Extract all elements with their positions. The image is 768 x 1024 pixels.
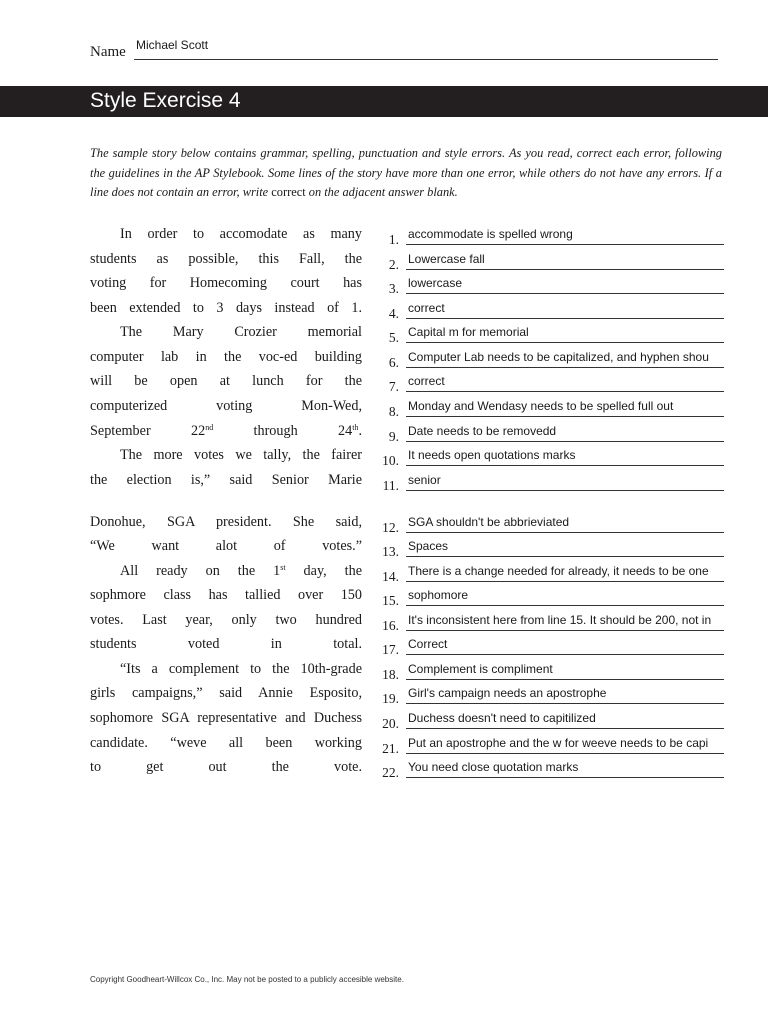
story-text: . (358, 423, 362, 439)
answer-underline (406, 654, 724, 655)
story-line (90, 271, 362, 295)
answer-field[interactable]: Lowercase fall (408, 252, 485, 266)
story-line (90, 345, 362, 369)
answer-underline (406, 318, 724, 319)
answer-number: 11. (382, 478, 399, 493)
answer-field[interactable]: It needs open quotations marks (408, 448, 576, 462)
ordinal-suffix: th (352, 423, 359, 432)
answer-row (370, 635, 724, 659)
story-text: September 22 (90, 423, 206, 439)
story-text: “Its a complement to the 10th-grade (120, 661, 362, 677)
story-line (90, 247, 362, 271)
answer-number: 21. (382, 741, 399, 756)
answer-number: 6. (388, 355, 399, 370)
answer-underline (406, 605, 724, 606)
story-text: The Mary Crozier memorial (120, 324, 362, 340)
answer-underline (406, 441, 724, 442)
answer-row (370, 299, 724, 323)
answer-row (370, 660, 724, 684)
story-line (90, 419, 362, 443)
story-line (90, 510, 362, 534)
story-text: candidate. “weve all been working (90, 735, 362, 751)
answer-number: 3. (388, 281, 399, 296)
story-line (90, 296, 362, 320)
answer-row (370, 611, 724, 635)
story-line (90, 369, 362, 393)
answer-number: 14. (382, 569, 399, 584)
answer-row (370, 471, 724, 495)
answer-row (370, 586, 724, 610)
answer-number: 17. (382, 642, 399, 657)
story-line (90, 632, 362, 656)
story-text: sophomore SGA representative and Duchess (90, 710, 362, 726)
answer-number: 20. (382, 716, 399, 731)
answer-field[interactable]: Complement is compliment (408, 662, 553, 676)
answer-row (370, 250, 724, 274)
answer-field[interactable]: You need close quotation marks (408, 760, 579, 774)
answer-underline (406, 556, 724, 557)
answer-underline (406, 244, 724, 245)
story-text: computerized voting Mon-Wed, (90, 398, 362, 414)
answer-field[interactable]: correct (408, 301, 445, 315)
answer-row (370, 323, 724, 347)
story-text: votes. Last year, only two hundred (90, 612, 362, 628)
answer-number: 22. (382, 765, 399, 780)
answer-underline (406, 728, 724, 729)
answer-underline (406, 630, 724, 631)
answer-underline (406, 465, 724, 466)
story-text: to get out the vote. (90, 759, 362, 775)
answer-row (370, 709, 724, 733)
instructions-correct-word: correct (271, 185, 306, 199)
answer-row (370, 537, 724, 561)
answer-field[interactable]: Computer Lab needs to be capitalized, and hyphen shou (408, 350, 709, 364)
answer-number: 10. (382, 453, 399, 468)
answer-underline (406, 679, 724, 680)
answer-row (370, 734, 724, 758)
story-line (90, 755, 362, 779)
story-line (90, 706, 362, 730)
answer-field[interactable]: accommodate is spelled wrong (408, 227, 573, 241)
answer-underline (406, 703, 724, 704)
answer-field[interactable]: Girl's campaign needs an apostrophe (408, 686, 607, 700)
answer-field[interactable]: Correct (408, 637, 448, 651)
answer-field[interactable]: Put an apostrophe and the w for weeve needs to be capi (408, 736, 709, 750)
answer-number: 4. (388, 306, 399, 321)
name-field[interactable]: Michael Scott (136, 38, 209, 52)
answer-row (370, 562, 724, 586)
story-text: been extended to 3 days instead of 1. (90, 300, 362, 316)
story-text: “We want alot of votes.” (90, 538, 362, 554)
name-row (90, 38, 718, 64)
story-line (90, 657, 362, 681)
answer-field[interactable]: Monday and Wendasy needs to be spelled full out (408, 399, 674, 413)
story-line (90, 320, 362, 344)
name-underline (134, 59, 718, 60)
story-text: voting for Homecoming court has (90, 275, 362, 291)
story-line (90, 394, 362, 418)
story-text: The more votes we tally, the fairer (120, 447, 362, 463)
page-title: Style Exercise 4 (90, 89, 241, 112)
answer-underline (406, 342, 724, 343)
answer-field[interactable]: Duchess doesn't need to capitilized (408, 711, 596, 725)
answer-number: 16. (382, 618, 399, 633)
story-line (90, 534, 362, 558)
answer-field[interactable]: lowercase (408, 276, 463, 290)
title-bar (0, 86, 768, 117)
answer-underline (406, 532, 724, 533)
story-text: computer lab in the voc-ed building (90, 349, 362, 365)
answer-row (370, 422, 724, 446)
answer-underline (406, 391, 724, 392)
answer-underline (406, 581, 724, 582)
story-text: through 24 (213, 423, 353, 439)
answer-row (370, 397, 724, 421)
answer-underline (406, 416, 724, 417)
ordinal-suffix: st (280, 563, 286, 572)
answer-field[interactable]: SGA shouldn't be abbrieviated (408, 515, 570, 529)
answer-row (370, 758, 724, 782)
answer-field[interactable]: It's inconsistent here from line 15. It should be 200, not in (408, 613, 712, 627)
story-text: students voted in total. (90, 636, 362, 652)
instructions-text-end: on the adjacent answer blank. (305, 185, 458, 199)
answer-field[interactable]: Capital m for memorial (408, 325, 529, 339)
answer-row (370, 348, 724, 372)
story-text: sophmore class has tallied over 150 (90, 587, 362, 603)
answer-field[interactable]: Date needs to be removedd (408, 424, 557, 438)
story-line (90, 222, 362, 246)
answer-underline (406, 269, 724, 270)
story-line (90, 583, 362, 607)
story-text: students as possible, this Fall, the (90, 251, 362, 267)
story-line (90, 608, 362, 632)
answer-number: 9. (388, 429, 399, 444)
story-line (90, 468, 362, 492)
story-line (90, 559, 362, 583)
answer-row (370, 446, 724, 470)
answer-field[interactable]: There is a change needed for already, it needs to be one (408, 564, 709, 578)
answer-field[interactable]: senior (408, 473, 441, 487)
copyright-notice: Copyright Goodheart-Willcox Co., Inc. May not be posted to a publicly accesible website. (90, 975, 404, 984)
answer-underline (406, 490, 724, 491)
answer-row (370, 684, 724, 708)
ordinal-suffix: nd (205, 423, 214, 432)
answer-row (370, 513, 724, 537)
answer-row (370, 274, 724, 298)
story-text: All ready on the 1 (120, 563, 281, 579)
story-text: the election is,” said Senior Marie (90, 472, 362, 488)
story-text: In order to accomodate as many (120, 226, 362, 242)
answer-number: 19. (382, 691, 399, 706)
story-line (90, 681, 362, 705)
story-text: girls campaigns,” said Annie Esposito, (90, 685, 362, 701)
answer-number: 5. (388, 330, 399, 345)
story-text: day, the (285, 563, 362, 579)
answer-field[interactable]: Spaces (408, 539, 449, 553)
answer-number: 2. (388, 257, 399, 272)
answer-row (370, 225, 724, 249)
story-text: will be open at lunch for the (90, 373, 362, 389)
story-line (90, 731, 362, 755)
answer-field[interactable]: sophomore (408, 588, 469, 602)
answer-field[interactable]: correct (408, 374, 445, 388)
answer-number: 1. (388, 232, 399, 247)
answer-number: 8. (388, 404, 399, 419)
answer-number: 15. (382, 593, 399, 608)
answer-number: 7. (388, 379, 399, 394)
answer-number: 18. (382, 667, 399, 682)
name-label: Name (90, 44, 126, 60)
answer-underline (406, 367, 724, 368)
answer-underline (406, 753, 724, 754)
answer-number: 13. (382, 544, 399, 559)
story-text: Donohue, SGA president. She said, (90, 514, 362, 530)
answer-row (370, 372, 724, 396)
instructions (90, 144, 722, 203)
answer-number: 12. (382, 520, 399, 535)
answer-underline (406, 293, 724, 294)
answer-underline (406, 777, 724, 778)
story-line (90, 443, 362, 467)
instructions-text: The sample story below contains grammar, spelling, punctuation and style errors. As you read, correct each error, following the guidelines in the AP Stylebook. Some lines of the story have more than one error, while others do not have any errors. If a line does not contain an error, write (90, 146, 722, 199)
